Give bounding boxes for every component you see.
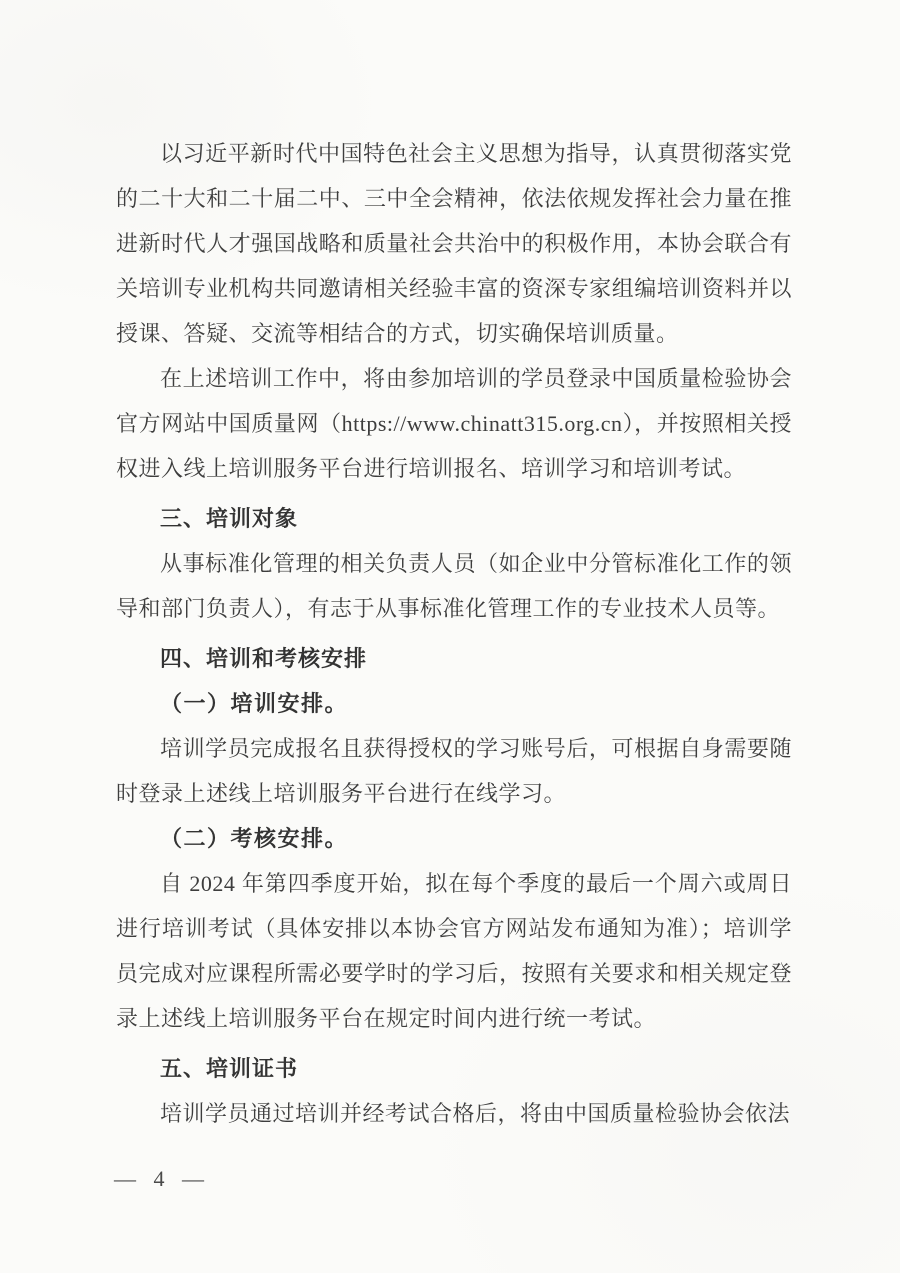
- paragraph: 自 2024 年第四季度开始，拟在每个季度的最后一个周六或周日进行培训考试（具体安排以本协会官方网站发布通知为准）；培训学员完成对应课程所需必要学时的学习后，按照有关要求和相关规定登录上述线上培训服务平台在规定时间内进行统一考试。: [116, 871, 792, 1031]
- section-heading: 三、培训对象: [160, 506, 299, 531]
- page-number: — 4 —: [114, 1166, 210, 1191]
- section-heading: （二）考核安排。: [160, 826, 349, 851]
- paragraph: 以习近平新时代中国特色社会主义思想为指导，认真贯彻落实党的二十大和二十届二中、三中全会精神，依法依规发挥社会力量在推进新时代人才强国战略和质量社会共治中的积极作用，本协会联合有关培训专业机构共同邀请相关经验丰富的资深专家组编培训资料并以授课、答疑、交流等相结合的方式，切实确保培训质量。: [116, 141, 792, 346]
- section-heading: 四、培训和考核安排: [160, 646, 368, 671]
- paragraph: 培训学员完成报名且获得授权的学习账号后，可根据自身需要随时登录上述线上培训服务平台进行在线学习。: [116, 736, 792, 806]
- document-content: [116, 131, 792, 1136]
- page-footer: [114, 1166, 210, 1192]
- paragraph: 培训学员通过培训并经考试合格后，将由中国质量检验协会依法: [160, 1101, 791, 1126]
- section-heading: 五、培训证书: [160, 1056, 299, 1081]
- section-heading: （一）培训安排。: [160, 691, 349, 716]
- paragraph: 在上述培训工作中，将由参加培训的学员登录中国质量检验协会官方网站中国质量网（https://www.chinatt315.org.cn），并按照相关授权进入线上培训服务平台进行培训报名、培训学习和培训考试。: [116, 366, 792, 481]
- paragraph: 从事标准化管理的相关负责人员（如企业中分管标准化工作的领导和部门负责人），有志于从事标准化管理工作的专业技术人员等。: [116, 551, 792, 621]
